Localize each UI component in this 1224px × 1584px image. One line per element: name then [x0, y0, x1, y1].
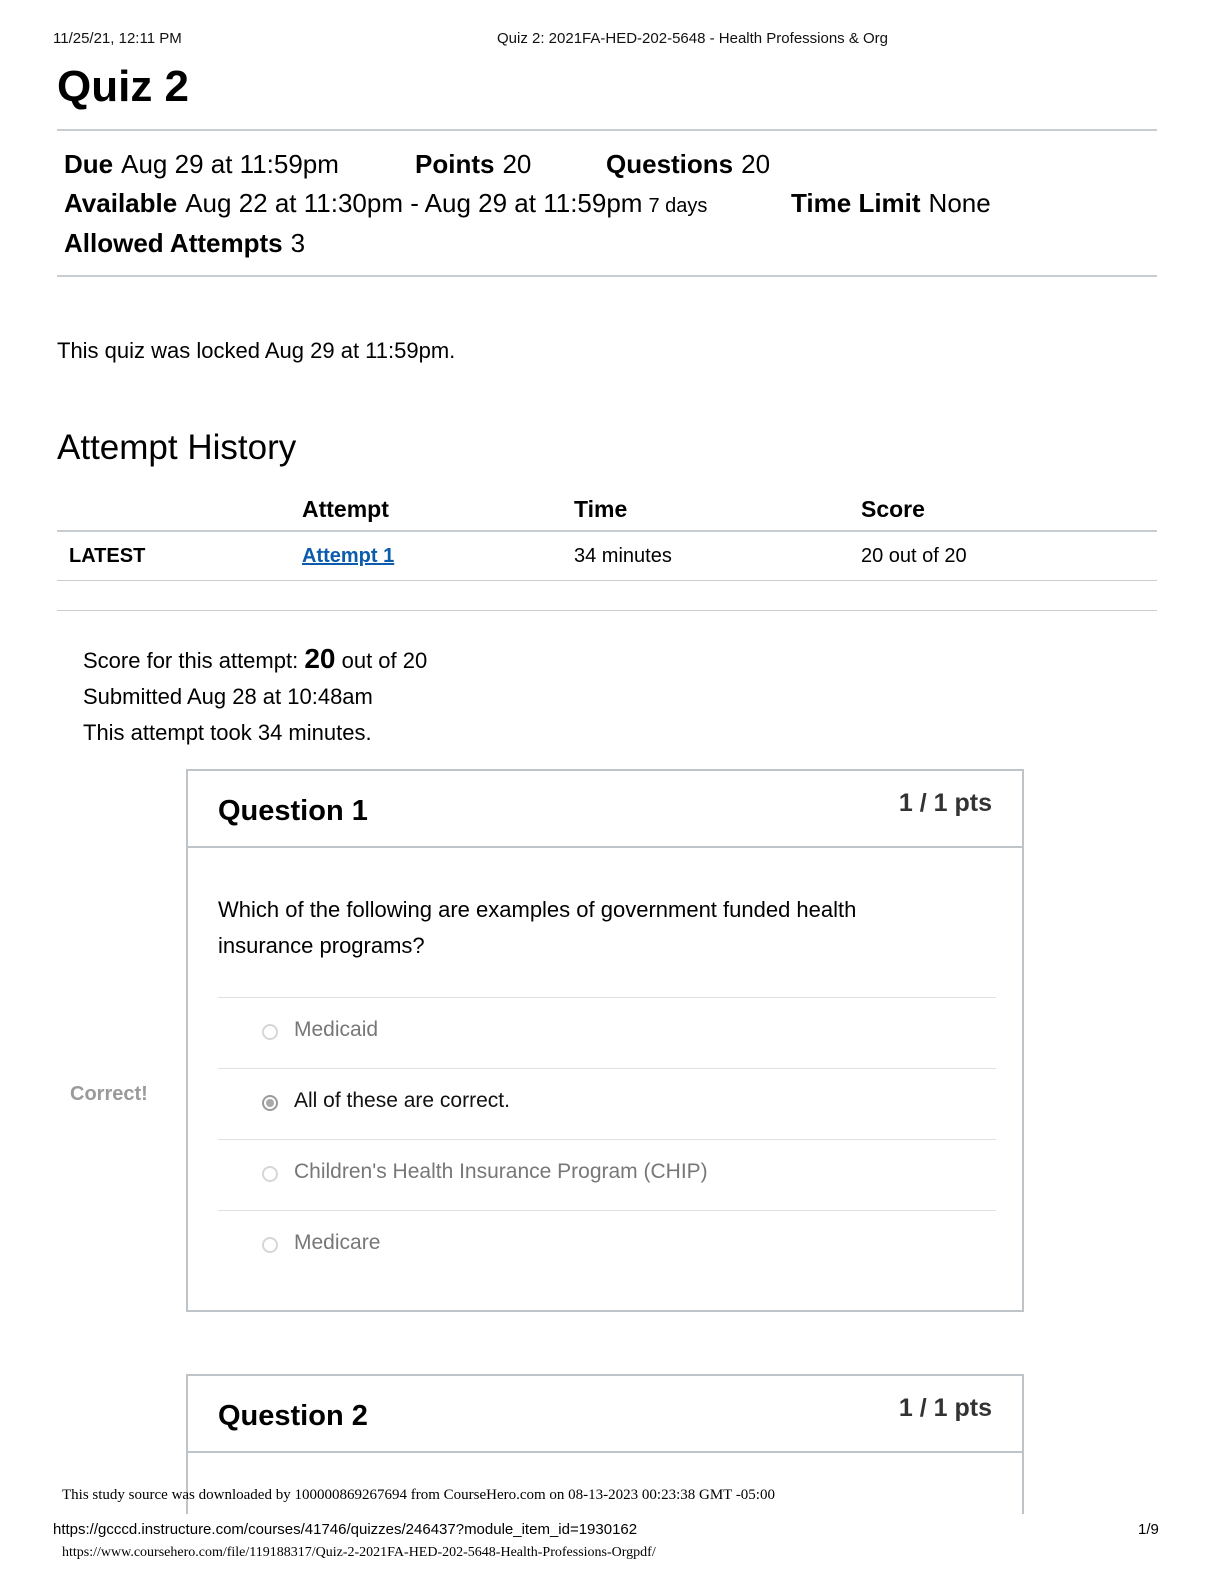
answer-label: Children's Health Insurance Program (CHIP): [294, 1160, 708, 1183]
page-number: 1/9: [1138, 1521, 1159, 1538]
answer-label: All of these are correct.: [294, 1089, 510, 1112]
answer-option-selected[interactable]: [218, 1068, 996, 1139]
question-title: Question 1: [218, 795, 368, 827]
available-field: [64, 188, 707, 219]
time-limit-value: None: [928, 188, 991, 218]
question-title: Question 2: [218, 1400, 368, 1432]
attempt-history-title: Attempt History: [57, 428, 297, 467]
answer-label: Medicaid: [294, 1018, 379, 1041]
questions-field: [606, 149, 770, 180]
radio-icon[interactable]: [262, 1166, 278, 1182]
print-doc-title: Quiz 2: 2021FA-HED-202-5648 - Health Professions & Org: [497, 30, 889, 47]
score-suffix: out of 20: [341, 648, 428, 673]
radio-selected-icon[interactable]: [262, 1095, 278, 1111]
source-watermark: This study source was downloaded by 100000869267694 from CourseHero.com on 08-13-2023 00:23:38 GMT -05:00: [62, 1487, 775, 1503]
page-url: https://gcccd.instructure.com/courses/41746/quizzes/246437?module_item_id=1930162: [53, 1521, 638, 1538]
correct-feedback: Correct!: [70, 1083, 148, 1105]
answer-label: Medicare: [294, 1231, 381, 1254]
score-summary: [83, 643, 427, 675]
table-row-divider: [57, 580, 1157, 581]
points-label: Points: [415, 149, 495, 179]
allowed-attempts-label: Allowed Attempts: [64, 228, 283, 258]
points-value: 20: [502, 149, 532, 179]
time-limit-field: [791, 188, 991, 219]
column-header-time: Time: [574, 496, 628, 522]
due-field: [64, 149, 339, 180]
score-value: 20: [304, 643, 336, 674]
divider: [57, 275, 1157, 277]
available-value: Aug 22 at 11:30pm - Aug 29 at 11:59pm: [185, 188, 643, 218]
print-datetime: 11/25/21, 12:11 PM: [53, 30, 182, 47]
allowed-attempts-field: [64, 228, 305, 259]
available-label: Available: [64, 188, 178, 218]
submitted-text: Submitted Aug 28 at 10:48am: [83, 684, 373, 709]
divider: [57, 610, 1157, 611]
available-days: 7 days: [648, 195, 708, 217]
latest-tag: LATEST: [69, 545, 146, 567]
question-header: [188, 1376, 1022, 1453]
radio-icon[interactable]: [262, 1237, 278, 1253]
answer-option[interactable]: [218, 1139, 996, 1210]
lock-message: This quiz was locked Aug 29 at 11:59pm.: [57, 338, 456, 363]
question-text: Which of the following are examples of government funded health insurance programs?: [218, 897, 857, 958]
attempt-1-link[interactable]: Attempt 1: [302, 545, 395, 567]
questions-label: Questions: [606, 149, 734, 179]
column-header-score: Score: [861, 496, 925, 522]
answer-option[interactable]: [218, 997, 996, 1068]
questions-value: 20: [741, 149, 771, 179]
due-value: Aug 29 at 11:59pm: [121, 149, 339, 179]
table-header-divider: [57, 530, 1157, 532]
attempt-time: 34 minutes: [574, 545, 672, 567]
due-label: Due: [64, 149, 114, 179]
coursehero-url: https://www.coursehero.com/file/119188317/Quiz-2-2021FA-HED-202-5648-Health-Professions-Orgpdf/: [62, 1545, 656, 1560]
divider: [57, 129, 1157, 131]
question-body: [188, 848, 1022, 1312]
points-field: [415, 149, 531, 180]
page-title: Quiz 2: [57, 62, 190, 111]
score-prefix: Score for this attempt:: [83, 648, 299, 673]
question-header: [188, 771, 1022, 848]
time-limit-label: Time Limit: [791, 188, 921, 218]
column-header-attempt: Attempt: [302, 496, 389, 522]
radio-icon[interactable]: [262, 1024, 278, 1040]
allowed-attempts-value: 3: [290, 228, 306, 258]
answer-option[interactable]: [218, 1210, 996, 1281]
attempt-score: 20 out of 20: [861, 545, 967, 567]
question-points: 1 / 1 pts: [898, 1394, 992, 1422]
duration-text: This attempt took 34 minutes.: [83, 720, 372, 745]
question-points: 1 / 1 pts: [898, 789, 992, 817]
question-1: [186, 769, 1024, 1312]
